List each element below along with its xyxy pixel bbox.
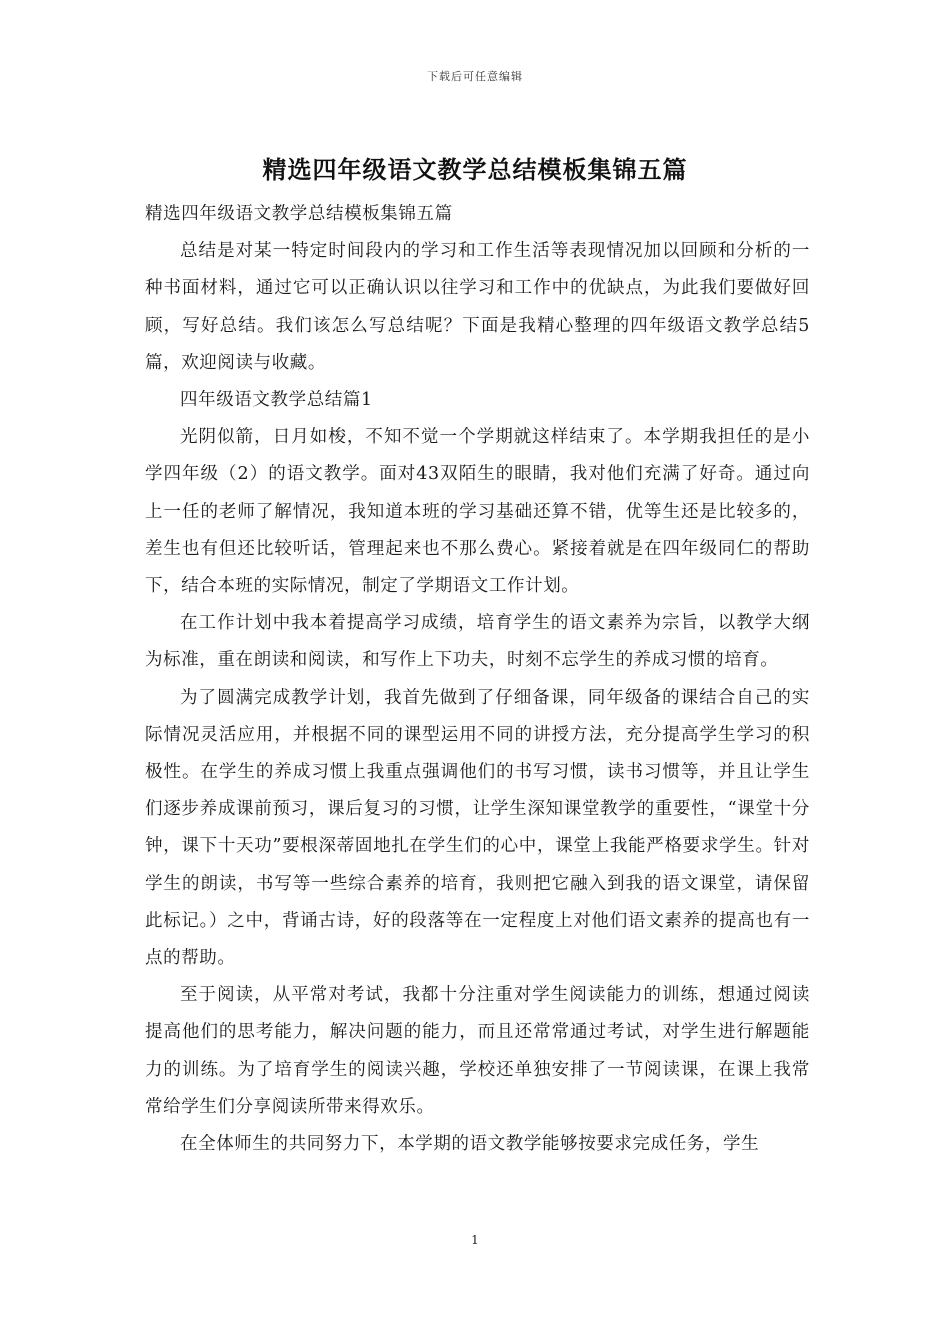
paragraph-intro: 总结是对某一特定时间段内的学习和工作生活等表现情况加以回顾和分析的一种书面材料，通过它可以正确认识以往学习和工作中的优缺点，为此我们要做好回顾，写好总结。我们该怎么写总结呢？下面是我精心整理的四年级语文教学总结5篇，欢迎阅读与收藏。 <box>145 241 810 373</box>
document-title: 精选四年级语文教学总结模板集锦五篇 <box>262 156 688 184</box>
document-body <box>145 196 810 1163</box>
paragraph: 为了圆满完成教学计划，我首先做到了仔细备课，同年级备的课结合自己的实际情况灵活应用，并根据不同的课型运用不同的讲授方法，充分提高学生学习的积极性。在学生的养成习惯上我重点强调他们的书写习惯，读书习惯等，并且让学生们逐步养成课前预习，课后复习的习惯，让学生深知课堂教学的重要性，“课堂十分钟，课下十天功”要根深蒂固地扎在学生们的心中，课堂上我能严格要求学生。针对学生的朗读，书写等一些综合素养的培育，我则把它融入到我的语文课堂，请保留此标记。）之中，背诵古诗，好的段落等在一定程度上对他们语文素养的提高也有一点的帮助。 <box>145 687 810 969</box>
paragraph: 至于阅读，从平常对考试，我都十分注重对学生阅读能力的训练，想通过阅读提高他们的思考能力，解决问题的能力，而且还常常通过考试，对学生进行解题能力的训练。为了培育学生的阅读兴趣，学校还单独安排了一节阅读课，在课上我常常给学生们分享阅读所带来得欢乐。 <box>145 985 810 1117</box>
page-number: 1 <box>471 1233 479 1247</box>
paragraph: 在全体师生的共同努力下，本学期的语文教学能够按要求完成任务，学生 <box>180 1134 760 1155</box>
paragraph: 在工作计划中我本着提高学习成绩，培育学生的语文素养为宗旨，以教学大纲为标准，重在朗读和阅读，和写作上下功夫，时刻不忘学生的养成习惯的培育。 <box>145 613 810 671</box>
document-subtitle: 精选四年级语文教学总结模板集锦五篇 <box>145 204 453 224</box>
paragraph: 光阴似箭，日月如梭，不知不觉一个学期就这样结束了。本学期我担任的是小学四年级（2）的语文教学。面对43双陌生的眼睛，我对他们充满了好奇。通过向上一任的老师了解情况，我知道本班的学习基础还算不错，优等生还是比较多的，差生也有但还比较听话，管理起来也不那么费心。紧接着就是在四年级同仁的帮助下，结合本班的实际情况，制定了学期语文工作计划。 <box>145 427 810 597</box>
section-heading: 四年级语文教学总结篇1 <box>180 390 373 411</box>
header-note: 下载后可任意编辑 <box>427 70 523 83</box>
